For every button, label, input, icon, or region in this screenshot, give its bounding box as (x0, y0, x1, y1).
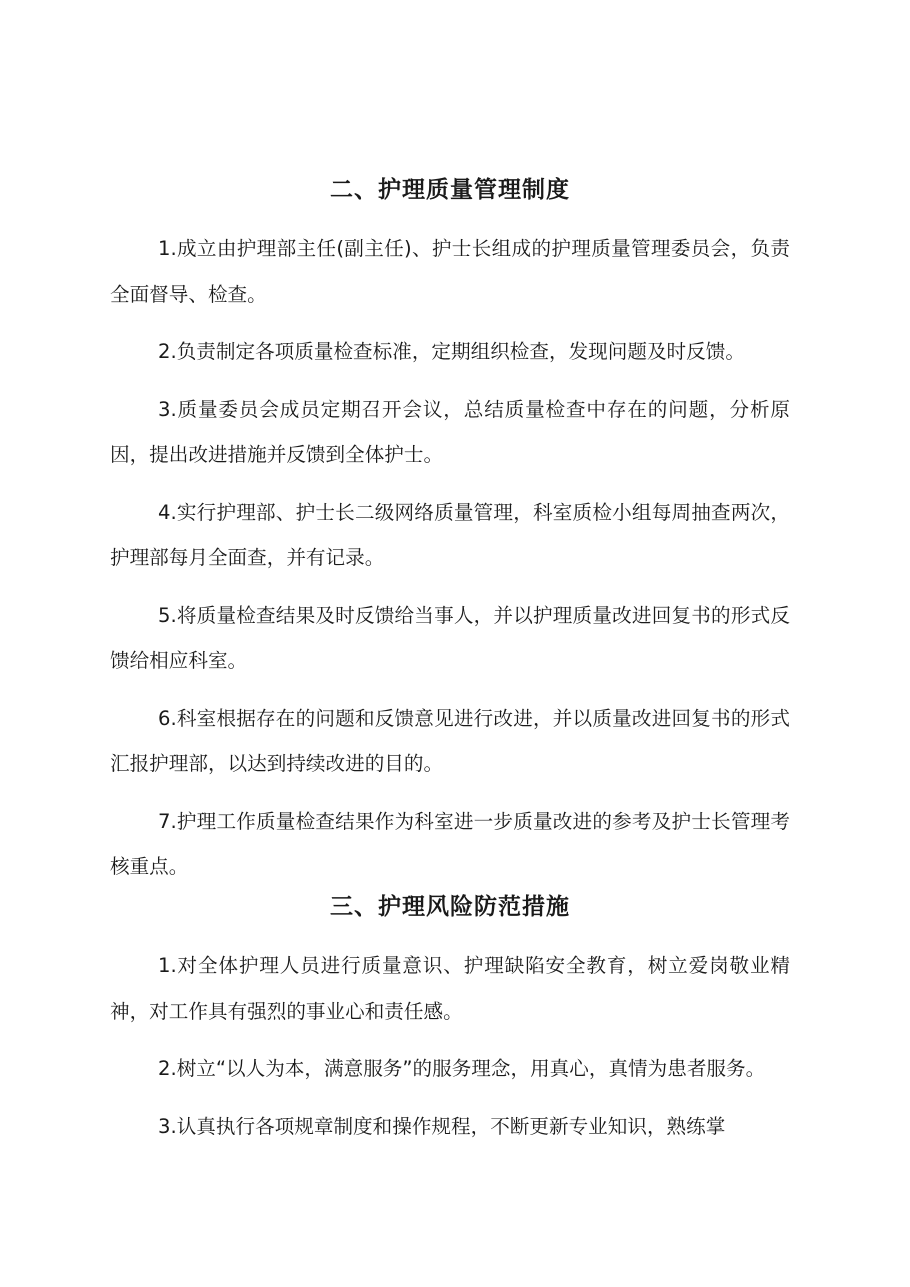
paragraph-item: 1.对全体护理人员进行质量意识、护理缺陷安全教育，树立爱岗敬业精神，对工作具有强烈的事业心和责任感。 (110, 954, 790, 1023)
section-title: 三、护理风险防范措施 (330, 894, 570, 920)
paragraph-item: 2.树立“以人为本，满意服务”的服务理念，用真心，真情为患者服务。 (158, 1057, 766, 1080)
paragraph-item: 5.将质量检查结果及时反馈给当事人，并以护理质量改进回复书的形式反馈给相应科室。 (110, 603, 790, 672)
paragraph-item: 1.成立由护理部主任(副主任)、护士长组成的护理质量管理委员会，负责全面督导、检查。 (110, 237, 790, 306)
section-title: 二、护理质量管理制度 (330, 177, 570, 203)
section-risk-prevention (110, 892, 790, 1149)
section-quality-management (110, 175, 790, 890)
paragraph-item: 3.认真执行各项规章制度和操作规程，不断更新专业知识，熟练掌 (158, 1114, 726, 1138)
paragraph-item: 3.质量委员会成员定期召开会议，总结质量检查中存在的问题，分析原因，提出改进措施并反馈到全体护士。 (110, 397, 790, 466)
paragraph-item: 6.科室根据存在的问题和反馈意见进行改进，并以质量改进回复书的形式汇报护理部，以达到持续改进的目的。 (110, 706, 790, 775)
paragraph-item: 7.护理工作质量检查结果作为科室进一步质量改进的参考及护士长管理考核重点。 (110, 809, 790, 878)
paragraph-item: 4.实行护理部、护士长二级网络质量管理，科室质检小组每周抽查两次，护理部每月全面查，并有记录。 (110, 500, 790, 569)
paragraph-item: 2.负责制定各项质量检查标准，定期组织检查，发现问题及时反馈。 (158, 340, 745, 363)
